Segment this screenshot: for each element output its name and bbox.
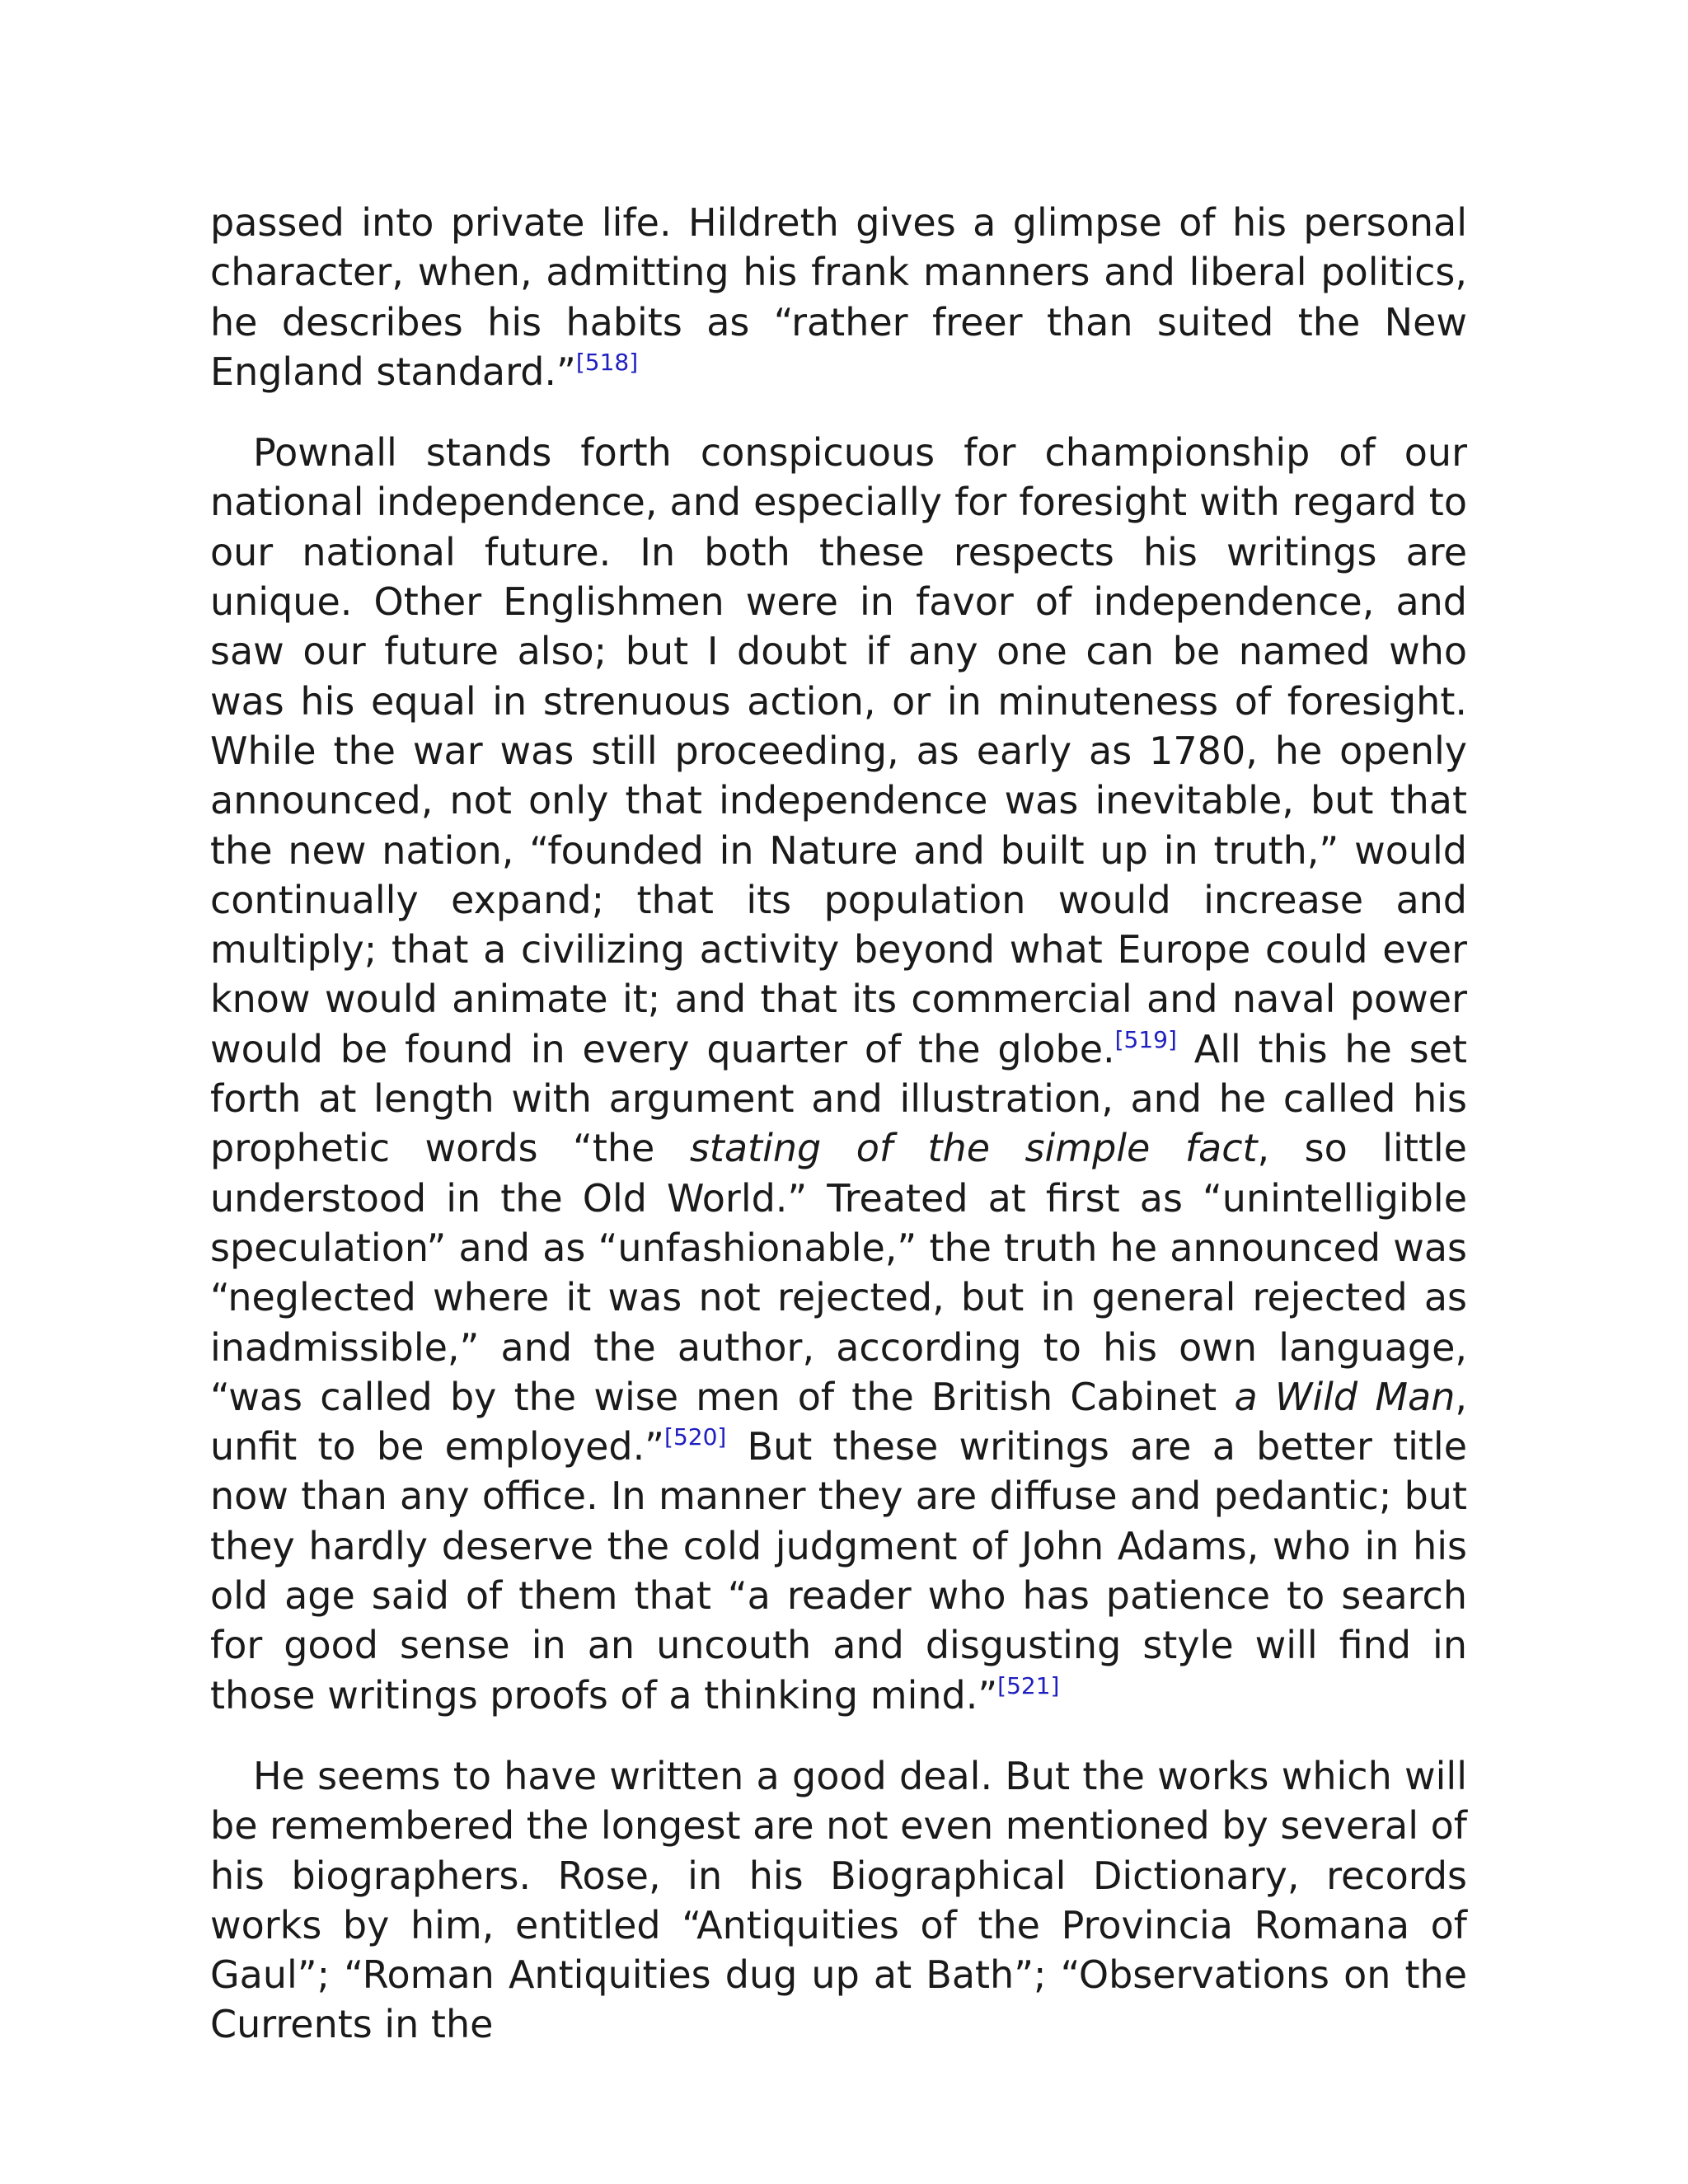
footnote-link-519[interactable]: [519] (1114, 1025, 1177, 1053)
paragraph-text: But these writings are a better title now than any office. In manner they are diffuse and pedantic; but they hardly deserve the cold judgment of John Adams, who in his old age said of them that “a reader who has patience to search for good sense in an uncouth and disgusting style will find in those writings proofs of a thinking mind.” (210, 1424, 1468, 1718)
paragraph-3 (210, 1751, 1467, 2050)
paragraph-text: , so little understood in the Old World.” Treated at first as “unintelligible speculation” and as “unfashionable,” the truth he announced was “neglected where it was not rejected, but in general rejected as inadmissible,” and the author, according to his own language, “was called by the wise men of the British Cabinet (210, 1126, 1467, 1419)
paragraph-1 (210, 198, 1467, 396)
paragraph-text: , unfit to be employed.” (210, 1374, 1467, 1469)
paragraph-text: passed into private life. Hildreth gives a glimpse of his personal character, when, admitting his frank manners and liberal politics, he describes his habits as “rather freer than suited the New England standard.” (210, 200, 1467, 394)
document-page (210, 198, 1467, 2050)
paragraph-2 (210, 428, 1467, 1720)
footnote-link-520[interactable]: [520] (664, 1423, 727, 1451)
paragraph-text: Pownall stands forth conspicuous for championship of our national independence, and especially for foresight with regard to our national future. In both these respects his writings are unique. Other Englishmen were in favor of independence, and saw our future also; but I doubt if any one can be named who was his equal in strenuous action, or in minuteness of foresight. While the war was still proceeding, as early as 1780, he openly announced, not only that independence was inevitable, but that the new nation, “founded in Nature and built up in truth,” would continually expand; that its population would increase and multiply; that a civilizing activity beyond what Europe could ever know would animate it; and that its commercial and naval power would be found in every quarter of the globe. (210, 430, 1467, 1071)
paragraph-text: All this he set forth at length with argument and illustration, and he called his prophetic words “the (210, 1026, 1467, 1171)
footnote-link-521[interactable]: [521] (997, 1671, 1060, 1699)
footnote-link-518[interactable]: [518] (575, 348, 639, 376)
italic-text: a Wild Man (1234, 1374, 1456, 1419)
italic-text: stating of the simple fact (689, 1126, 1258, 1171)
paragraph-text: He seems to have written a good deal. But the works which will be remembered the longest are not even mentioned by several of his biographers. Rose, in his Biographical Dictionary, records works by him, entitled “Antiquities of the Provincia Romana of Gaul”; “Roman Antiquities dug up at Bath”; “Observations on the Currents in the (210, 1753, 1467, 2047)
